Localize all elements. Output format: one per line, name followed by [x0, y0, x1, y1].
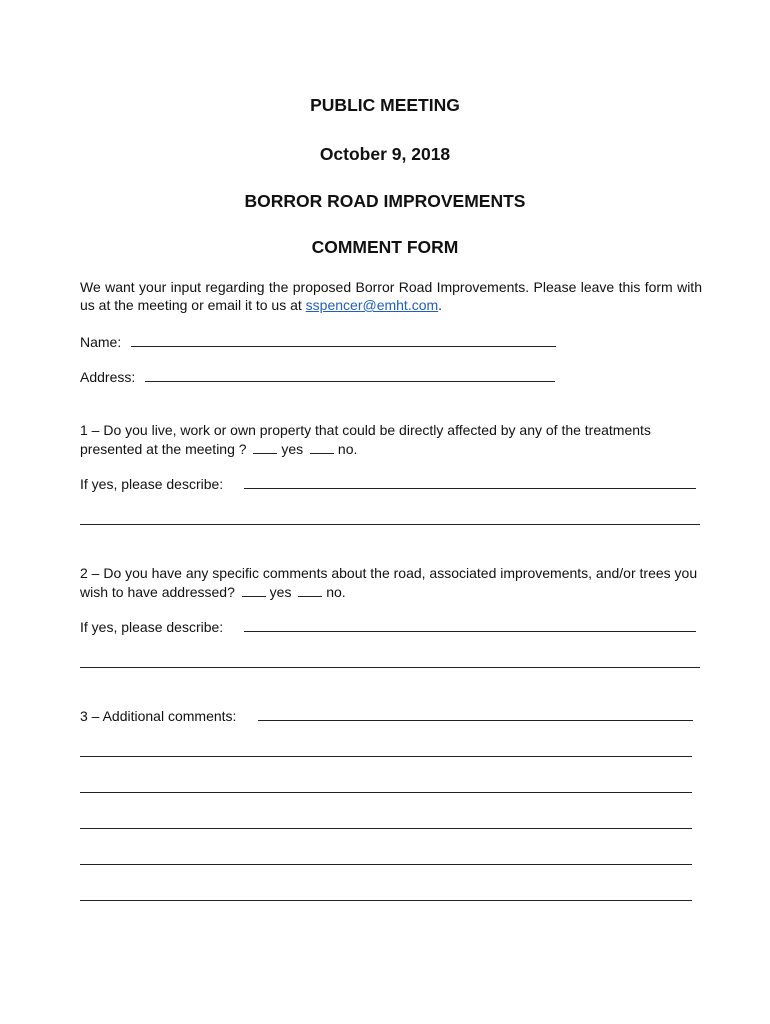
question-2-describe-field[interactable]: [244, 631, 696, 632]
question-1-yes-blank[interactable]: [253, 439, 277, 454]
question-1-no-blank[interactable]: [310, 439, 334, 454]
meeting-title: PUBLIC MEETING: [310, 95, 460, 115]
question-1-describe-field-2[interactable]: [80, 524, 700, 525]
additional-comments-line-5[interactable]: [80, 864, 692, 865]
question-1-describe-field[interactable]: [244, 488, 696, 489]
name-label: Name:: [80, 334, 122, 350]
question-2-no-blank[interactable]: [298, 582, 322, 597]
question-1-yes-label: yes: [281, 441, 304, 457]
question-1-text: 1 – Do you live, work or own property that could be directly affected by any of the treatments presented at the meeting ?: [80, 422, 651, 457]
question-2: [80, 564, 700, 601]
additional-comments-line-6[interactable]: [80, 900, 692, 901]
question-2-describe-field-2[interactable]: [80, 667, 700, 668]
intro-paragraph: [80, 278, 702, 314]
question-2-yes-label: yes: [269, 584, 292, 600]
additional-comments-line-2[interactable]: [80, 756, 692, 757]
question-1-no-label: no.: [337, 441, 358, 457]
question-2-describe-label: If yes, please describe:: [80, 619, 224, 635]
email-link[interactable]: sspencer@emht.com: [305, 297, 439, 313]
question-2-no-label: no.: [326, 584, 346, 600]
address-field[interactable]: [145, 381, 555, 382]
address-row: [80, 368, 135, 386]
question-2-yes-blank[interactable]: [242, 582, 266, 597]
question-2-text: 2 – Do you have any specific comments about the road, associated improvements, and/or trees you wish to have addressed?: [80, 565, 698, 600]
additional-comments-field[interactable]: [258, 720, 693, 721]
project-title: BORROR ROAD IMPROVEMENTS: [244, 191, 526, 211]
question-1: [80, 421, 700, 458]
name-field[interactable]: [131, 346, 556, 347]
intro-text: We want your input regarding the proposed Borror Road Improvements. Please leave this form with us at the meeting or email it to us at: [80, 279, 702, 313]
additional-comments-line-3[interactable]: [80, 792, 692, 793]
form-title: COMMENT FORM: [311, 237, 459, 257]
question-1-describe-label: If yes, please describe:: [80, 476, 224, 492]
question-3-label: 3 – Additional comments:: [80, 708, 237, 724]
meeting-date: October 9, 2018: [319, 144, 451, 164]
address-label: Address:: [80, 369, 136, 385]
intro-period: .: [438, 297, 443, 313]
name-row: [80, 333, 121, 351]
additional-comments-line-4[interactable]: [80, 828, 692, 829]
